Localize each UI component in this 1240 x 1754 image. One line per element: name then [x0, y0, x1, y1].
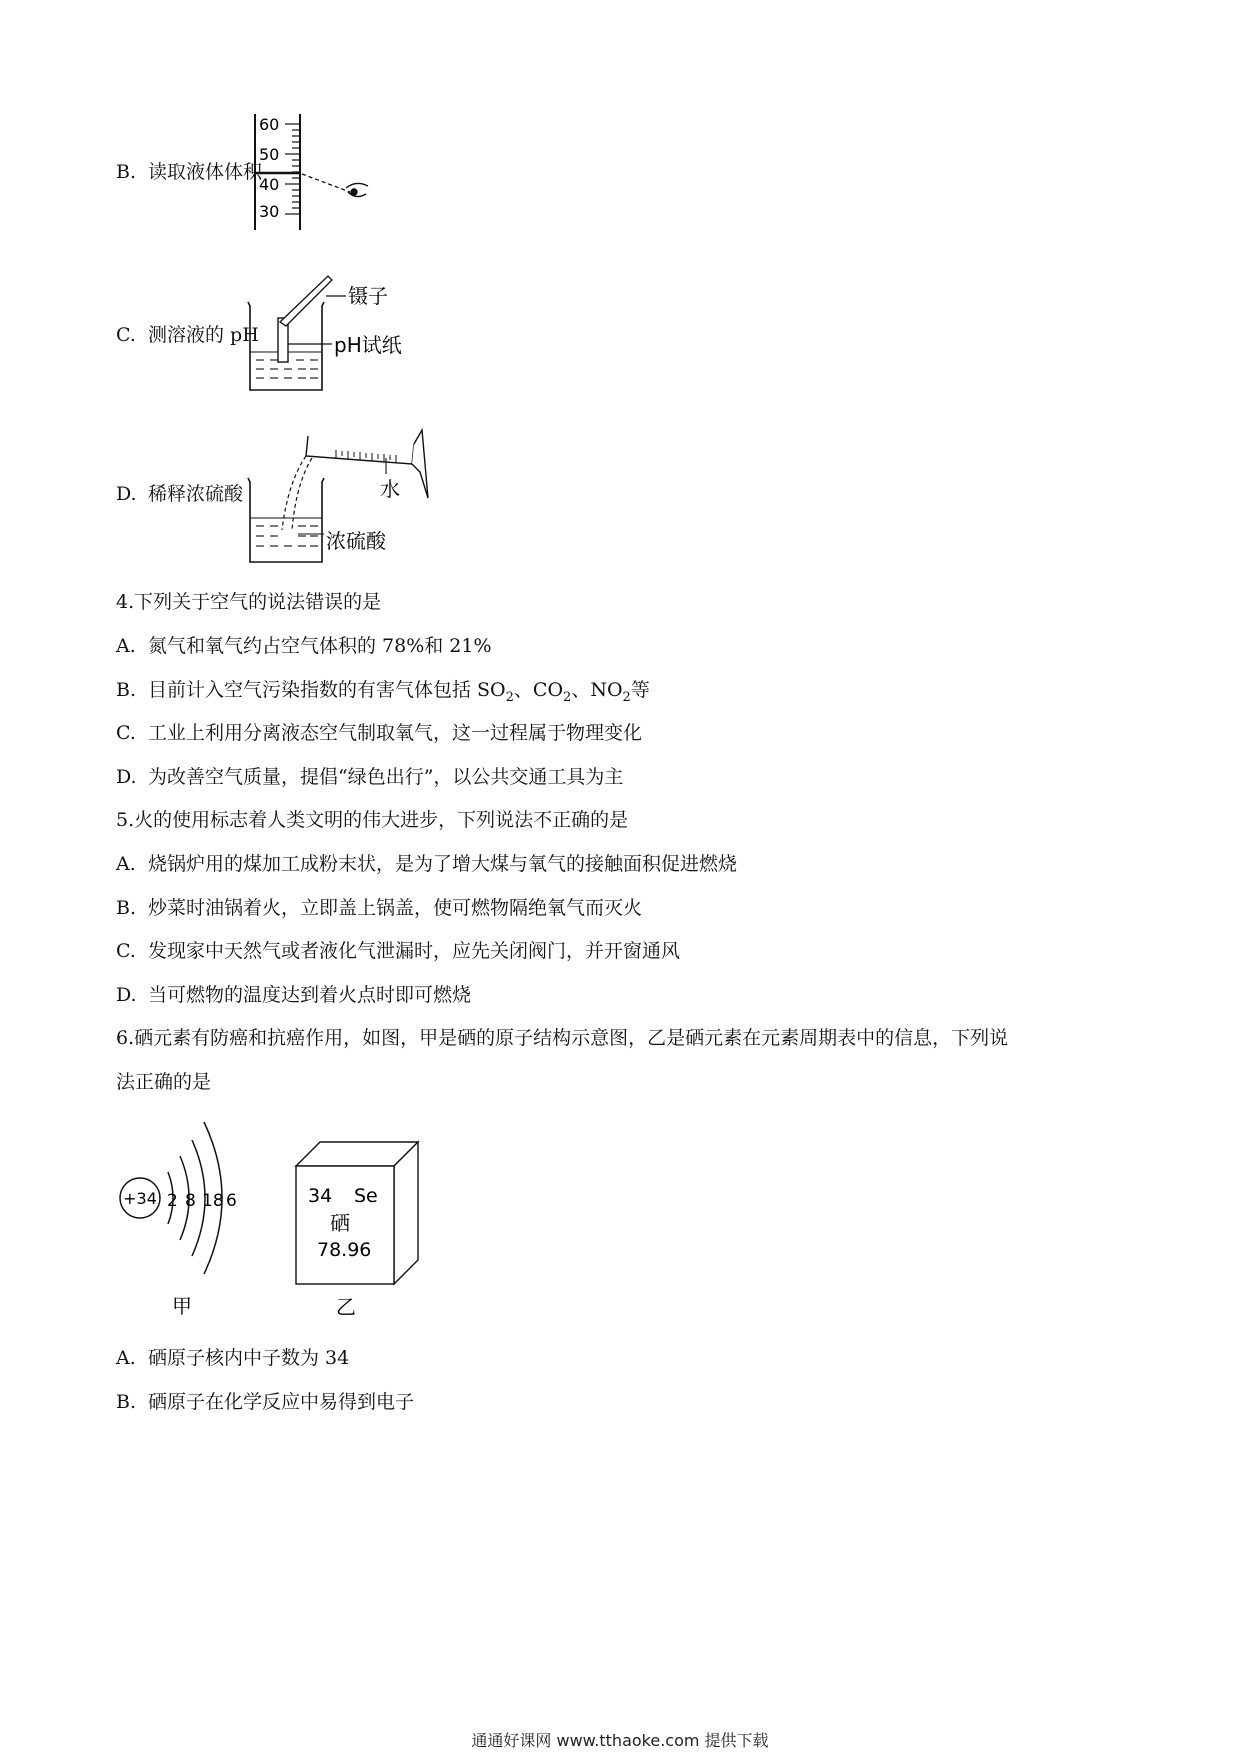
q6-stem-line1: 6.硒元素有防癌和抗癌作用，如图，甲是硒的原子结构示意图，乙是硒元素在元素周期表中的信息，下列说: [116, 1027, 1009, 1049]
option-text: 当可燃物的温度达到着火点时即可燃烧: [148, 984, 472, 1006]
shell-3-electrons: 18: [202, 1191, 224, 1211]
subscript: 2: [505, 689, 514, 705]
element-symbol: Se: [354, 1185, 378, 1207]
ph-paper-label: pH试纸: [334, 333, 402, 357]
q5-option-b: [116, 896, 642, 920]
separator: 、NO: [571, 679, 623, 701]
q4-option-d: [116, 765, 623, 789]
option-label: C.: [116, 940, 136, 962]
option-text: 氮气和氧气约占空气体积的 78%和 21%: [148, 635, 492, 657]
subscript: 2: [563, 689, 572, 705]
option-label: D.: [116, 766, 137, 788]
option-label: A.: [116, 1347, 136, 1369]
subscript: 2: [622, 689, 631, 705]
option-text: 稀释浓硫酸: [148, 483, 244, 505]
element-name: 硒: [330, 1211, 350, 1235]
scale-40: 40: [259, 175, 280, 194]
dilution-figure: [240, 422, 480, 572]
q5-stem: 5.火的使用标志着人类文明的伟大进步，下列说法不正确的是: [116, 809, 629, 831]
scale-60: 60: [259, 115, 280, 134]
selenium-periodic-cell-figure: [290, 1138, 440, 1328]
option-label: B.: [116, 679, 137, 701]
figure-caption-yi: 乙: [336, 1295, 356, 1319]
figure-caption-jia: 甲: [172, 1294, 192, 1318]
ph-test-figure: [240, 272, 440, 402]
nucleus-charge: +34: [123, 1189, 157, 1208]
option-label: A.: [116, 853, 136, 875]
option-text-pre: 目前计入空气污染指数的有害气体包括 SO: [148, 679, 506, 701]
q4-stem: 4.下列关于空气的说法错误的是: [116, 591, 382, 613]
option-text: 烧锅炉用的煤加工成粉末状，是为了增大煤与氧气的接触面积促进燃烧: [148, 853, 738, 875]
option-text: 发现家中天然气或者液化气泄漏时，应先关闭阀门，并开窗通风: [148, 940, 681, 962]
option-label: B.: [116, 161, 137, 183]
option-text: 为改善空气质量，提倡“绿色出行”，以公共交通工具为主: [148, 766, 624, 788]
q3-option-d: [116, 482, 243, 506]
q6-option-b: [116, 1390, 414, 1414]
q5-option-c: [116, 939, 680, 963]
option-label: C.: [116, 324, 136, 346]
option-label: C.: [116, 722, 136, 744]
q5-option-a: [116, 852, 737, 876]
atomic-number: 34: [308, 1185, 333, 1207]
q4-option-b: [116, 678, 650, 710]
shell-2-electrons: 8: [185, 1191, 196, 1211]
option-text: 硒原子在化学反应中易得到电子: [148, 1391, 415, 1413]
option-label: D.: [116, 984, 137, 1006]
option-text: 测溶液的 pH: [148, 324, 259, 346]
separator: 、CO: [513, 679, 564, 701]
option-label: B.: [116, 897, 137, 919]
selenium-atom-structure-figure: [118, 1108, 268, 1318]
option-text: 工业上利用分离液态空气制取氧气，这一过程属于物理变化: [148, 722, 643, 744]
scale-50: 50: [259, 145, 280, 164]
atomic-mass: 78.96: [317, 1239, 372, 1261]
option-text-post: 等: [630, 679, 650, 701]
acid-label: 浓硫酸: [326, 529, 386, 553]
option-text: 硒原子核内中子数为 34: [148, 1347, 350, 1369]
q3-option-b: [116, 160, 262, 184]
page-footer: 通通好课网 www.tthaoke.com 提供下载: [471, 1731, 769, 1750]
option-label: D.: [116, 483, 137, 505]
water-label: 水: [380, 477, 400, 501]
tweezers-label: 镊子: [348, 284, 388, 308]
scale-30: 30: [259, 202, 280, 221]
shell-4-electrons: 6: [226, 1191, 237, 1211]
q5-option-d: [116, 983, 471, 1007]
option-label: A.: [116, 635, 136, 657]
q4-option-a: [116, 634, 492, 658]
q4-option-c: [116, 721, 642, 745]
option-text: 炒菜时油锅着火，立即盖上锅盖，使可燃物隔绝氧气而灭火: [148, 897, 643, 919]
q3-option-c: [116, 323, 259, 347]
graduated-cylinder-reading-figure: [250, 110, 410, 240]
shell-1-electrons: 2: [167, 1191, 178, 1211]
q6-stem-line2: 法正确的是: [116, 1071, 212, 1093]
option-label: B.: [116, 1391, 137, 1413]
q6-option-a: [116, 1346, 349, 1370]
option-text: 读取液体体积: [148, 161, 263, 183]
eye-icon: [346, 183, 368, 196]
